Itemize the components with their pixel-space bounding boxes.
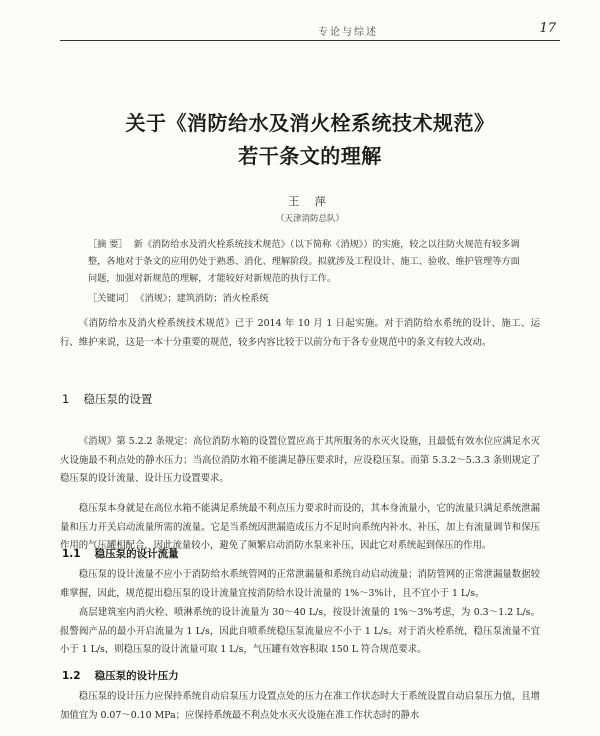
section-1-1-number: 1.1 [62, 548, 81, 560]
section-1-1-paragraph-2: 高层建筑室内消火栓、喷淋系统的设计流量为 30～40 L/s，按设计流量的 1%～3%考虑，为 0.3～1.2 L/s。报警阀产品的最小开启流量为 1 L/s，因此自喷系统稳压泵流量应不小于 1 L/s。对于消火栓系统，稳压泵流量不宜小于 1 L/s，则稳压泵的设计流量可取 1 L/s，气压罐有效容积取 150 L 符合规范要求。 [60, 607, 540, 655]
abstract-label: ［摘 要］ [88, 239, 128, 250]
section-1-2-heading [62, 668, 179, 683]
section-1-paragraph-2: 稳压泵本身就是在高位水箱不能满足系统最不利点压力要求时而设的，其本身流量小，它的流量只满足系统泄漏量和压力开关启动流量所需的流量。它是当系统因泄漏造成压力不足时向系统内补水、补压，加上有流量调节和保压作用的气压罐相配合，因此流量较小，避免了频繁启动消防水泵来补压，因此它对系统起到保压的作用。 [60, 503, 540, 551]
paper-title-line-2: 若干条文的理解 [238, 144, 382, 168]
keywords-text: 《消规》；建筑消防；消火栓系统 [139, 293, 269, 304]
section-1-title: 稳压泵的设置 [83, 392, 153, 406]
intro-paragraph: 《消防给水及消火栓系统技术规范》已于 2014 年 10 月 1 日起实施。对于消防给水系统的设计、施工、运行、维护来说，这是一本十分重要的规范，较多内容比较于以前分布于各专业规范中的条文有较大改动。 [60, 318, 540, 348]
section-1-1-title: 稳压泵的设计流量 [94, 548, 179, 560]
section-1-paragraph-1: 《消规》第 5.2.2 条规定：高位消防水箱的设置位置应高于其所服务的水灭火设施，且最低有效水位应满足水灭火设施最不利点处的静水压力；当高位消防水箱不能满足静压要求时，应设稳压泵。而第 5.3.2～5.3.3 条则规定了稳压泵的设计流量、设计压力设置要求。 [60, 436, 540, 484]
section-1-1-heading [62, 546, 179, 561]
section-1-heading [62, 391, 152, 407]
keywords [88, 290, 269, 304]
journal-section-name: 专论与综述 [318, 27, 378, 38]
section-1-2-paragraph-1: 稳压泵的设计压力应保持系统自动启泵压力设置点处的压力在准工作状态时大于系统设置自动启泵压力值，且增加值宜为 0.07～0.10 MPa；应保持系统最不利点处水灭火设施在准工作状态时的静水 [60, 691, 540, 721]
keywords-label: ［关键词］ [88, 293, 134, 304]
section-1-2-number: 1.2 [62, 670, 81, 682]
section-1-1-paragraph-1: 稳压泵的设计流量不应小于消防给水系统管网的正常泄漏量和系统自动启动流量；消防管网的正常泄漏量数据较难掌握，因此，规范提出稳压泵的设计流量宜按消防给水设计流量的 1%～3%计，且不宜小于 1 L/s。 [60, 569, 540, 599]
page-number: 17 [539, 21, 556, 36]
page-header [60, 22, 560, 41]
abstract-text: 新《消防给水及消火栓系统技术规范》（以下简称《消规》）的实施，较之以往防火规范有较多调整，各地对于条文的应用仍处于熟悉、消化、理解阶段。拟就涉及工程设计、施工、验收、维护管理等方面问题，加强对新规范的理解，才能较好对新规范的执行工作。 [88, 239, 520, 284]
paper-title-line-1: 关于《消防给水及消火栓系统技术规范》 [125, 111, 495, 135]
author-affiliation: （天津消防总队） [275, 214, 344, 224]
section-1-number: 1 [62, 392, 70, 406]
section-1-2-title: 稳压泵的设计压力 [94, 670, 179, 682]
author-name: 王 萍 [288, 195, 332, 208]
abstract [88, 236, 528, 287]
